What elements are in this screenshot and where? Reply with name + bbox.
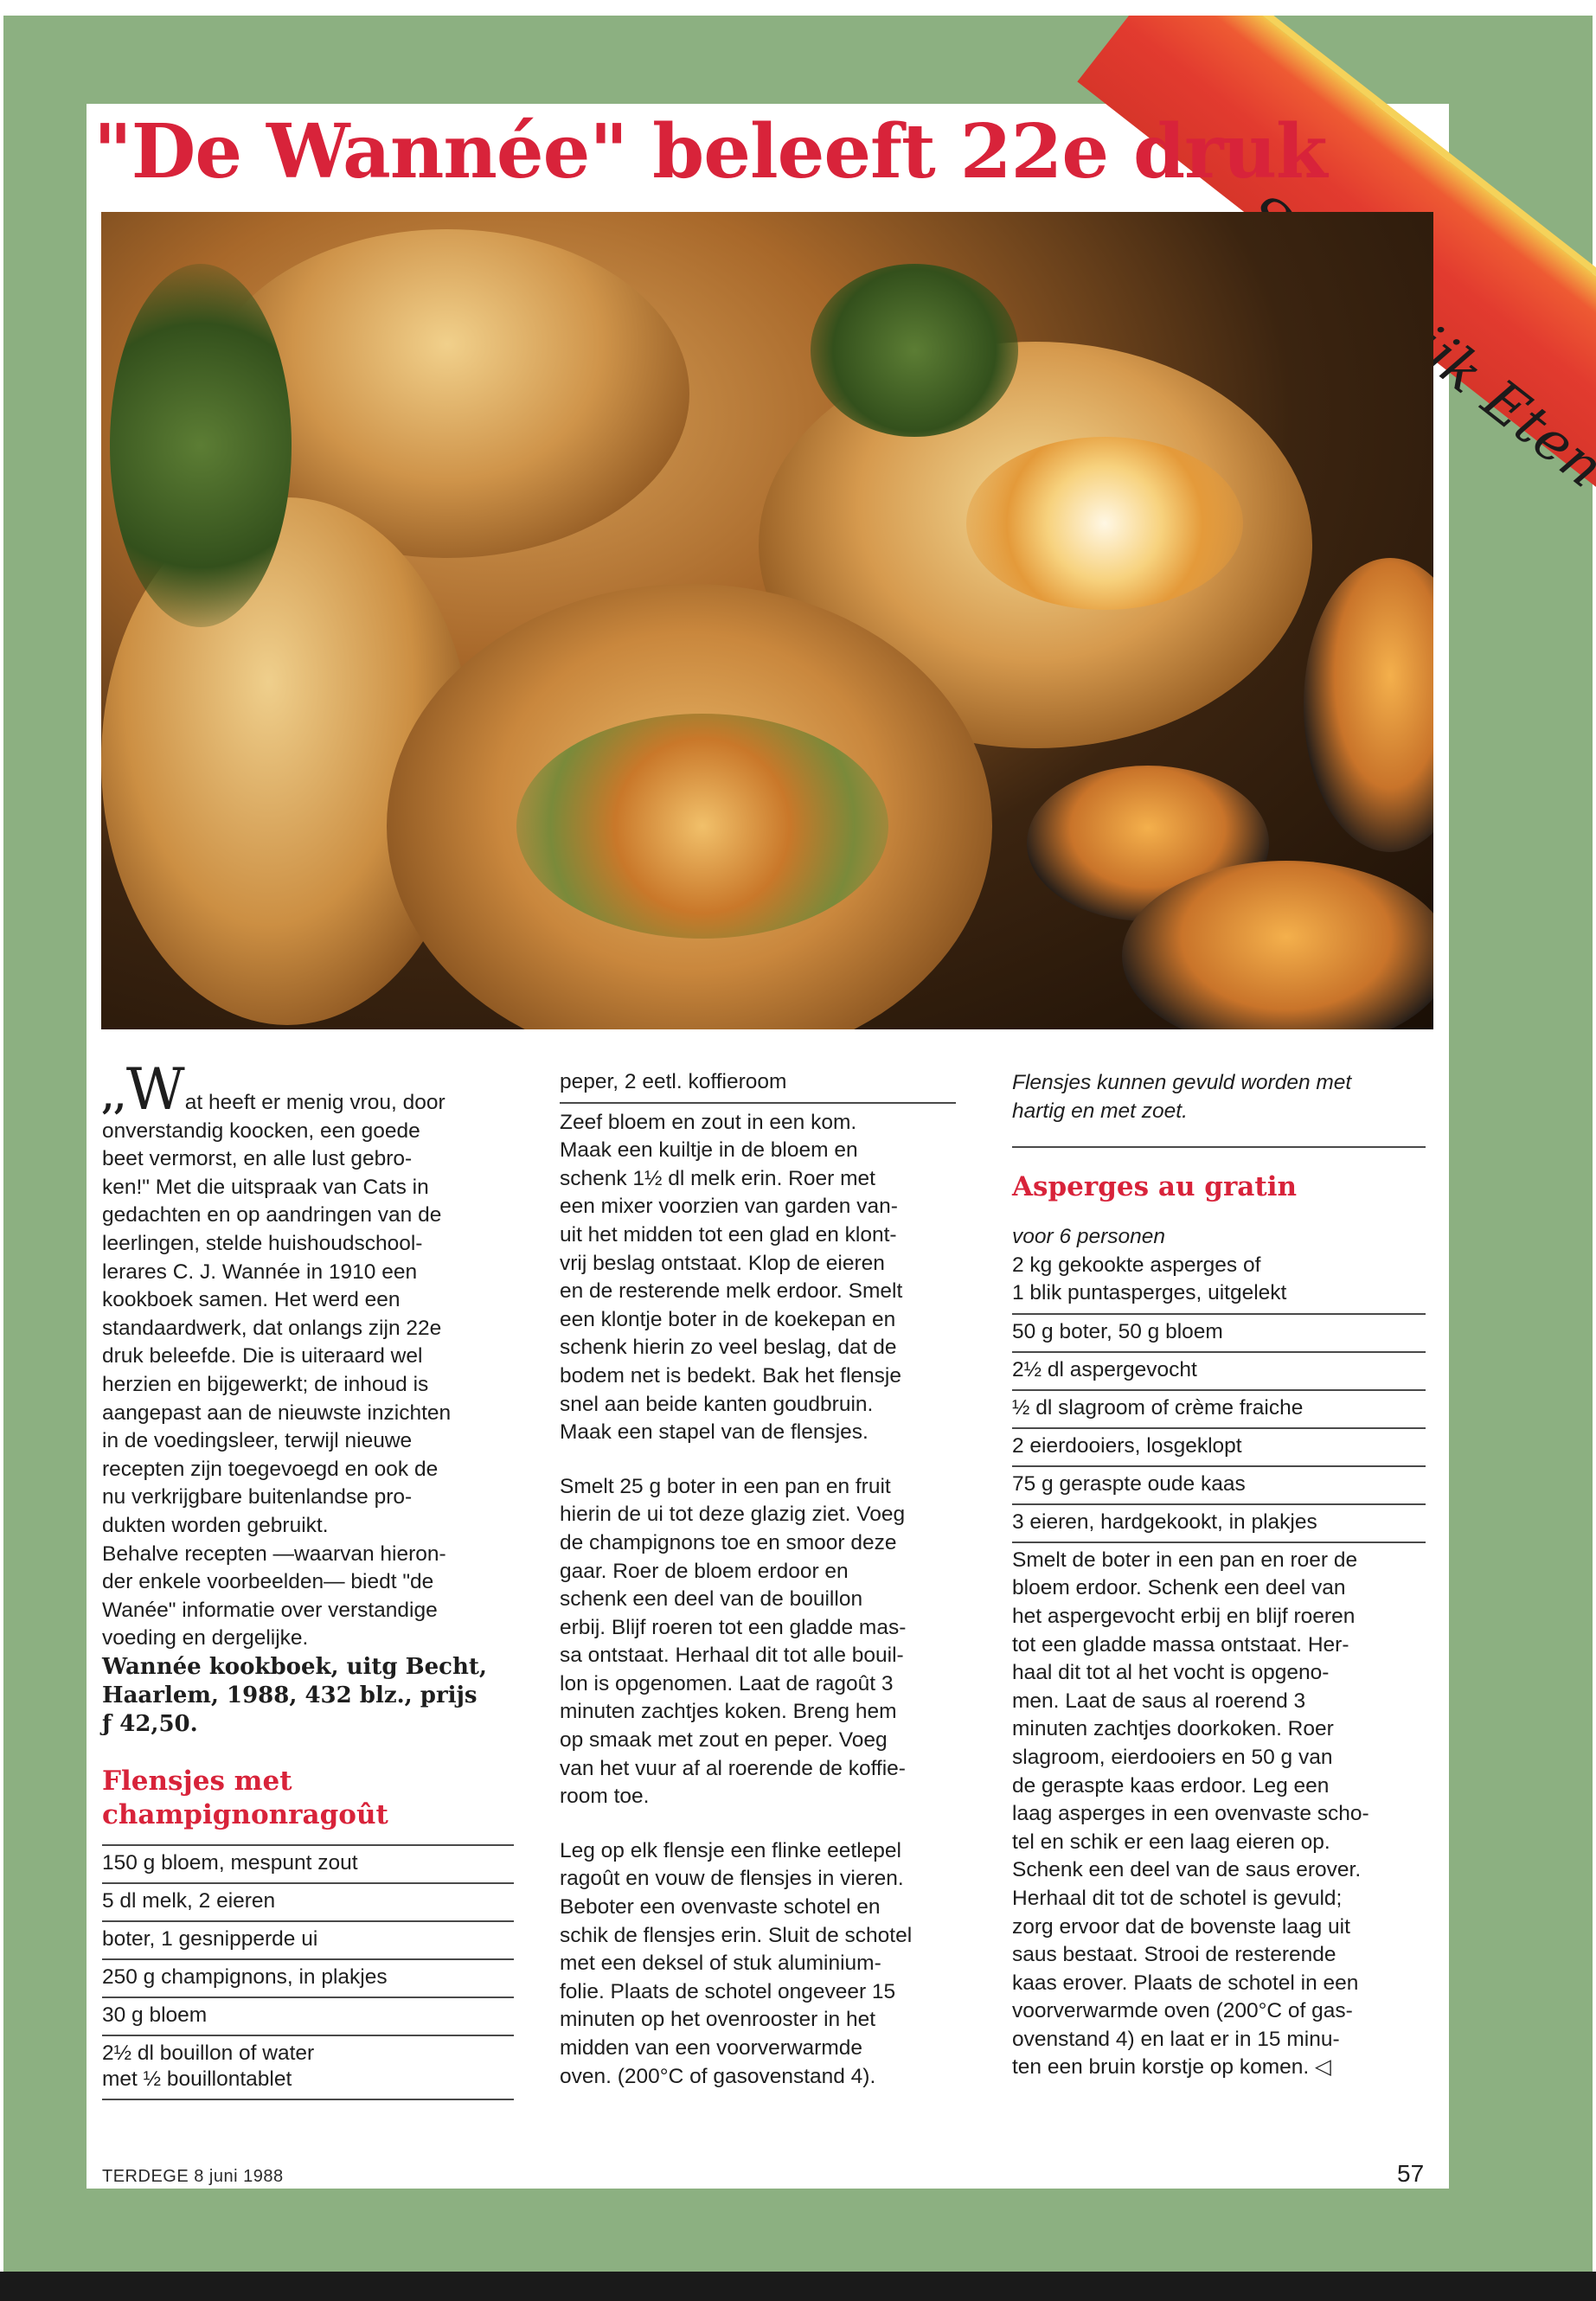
method-line: slagroom, eierdooiers en 50 g van (1012, 1745, 1333, 1769)
method-line: lon is opgenomen. Laat de ragoût 3 (560, 1671, 894, 1695)
intro-line: ken!" Met die uitspraak van Cats in (102, 1175, 429, 1199)
method-line: minuten zachtjes koken. Breng hem (560, 1700, 897, 1724)
serving-note: hartig en met zoet. (1012, 1099, 1188, 1123)
ingredient-item: 50 g boter, 50 g bloem (1012, 1313, 1426, 1351)
method-line: Smelt de boter in een pan en roer de (1012, 1548, 1358, 1572)
method-line: een mixer voorzien van garden van- (560, 1195, 898, 1219)
herb-garnish (110, 264, 292, 627)
intro-line: dukten worden gebruikt. (102, 1513, 329, 1537)
intro-line: nu verkrijgbare buitenlandse pro- (102, 1485, 413, 1509)
ingredient-item: 150 g bloem, mespunt zout (102, 1844, 514, 1882)
spacer (560, 1811, 956, 1837)
intro-line: in de voedingsleer, terwijl nieuwe (102, 1429, 413, 1453)
recipe-title: Flensjes met (102, 1765, 292, 1797)
column-2 (560, 1068, 956, 2091)
publication-footer: TERDEGE 8 juni 1988 (102, 2167, 284, 2186)
method-line: met een deksel of stuk aluminium- (560, 1952, 881, 1976)
intro-line: aangepast aan de nieuwste inzichten (102, 1400, 452, 1425)
method-line: en de resterende melk erdoor. Smelt (560, 1279, 903, 1304)
spacer (1012, 1125, 1426, 1146)
method-line: de champignons toe en smoor deze (560, 1530, 897, 1554)
ingredient-list (102, 1844, 514, 2100)
method-line: oven. (200°C of gasovenstand 4). (560, 2064, 876, 2088)
method-line: minuten zachtjes doorkoken. Roer (1012, 1717, 1334, 1741)
intro-line: standaardwerk, dat onlangs zijn 22e (102, 1316, 442, 1340)
method-line: ovenstand 4) en laat er in 15 minu- (1012, 2027, 1340, 2051)
intro-line: at heeft er menig vrou, door (184, 1091, 445, 1114)
method-line: bodem net is bedekt. Bak het flensje (560, 1363, 901, 1388)
intro-line: gedachten en op aandringen van de (102, 1203, 442, 1227)
herb-garnish (811, 264, 1018, 437)
method-line: ten een bruin korstje op komen. ◁ (1012, 2055, 1331, 2080)
method-line: Smelt 25 g boter in een pan en fruit (560, 1474, 891, 1498)
drop-cap: W (125, 1056, 185, 1123)
intro-line: kookboek samen. Het werd een (102, 1288, 401, 1312)
method-line: Schenk een deel van de saus erover. (1012, 1858, 1362, 1882)
ragout-filling (516, 714, 888, 939)
method-line: op smaak met zout en peper. Voeg (560, 1728, 888, 1753)
book-info-line: ƒ 42,50. (102, 1710, 198, 1737)
serving-note: Flensjes kunnen gevuld worden met (1012, 1071, 1352, 1094)
page-number: 57 (1397, 2160, 1425, 2187)
method-line: haal dit tot al het vocht is opgeno- (1012, 1661, 1330, 1685)
method-line: Herhaal dit tot de schotel is gevuld; (1012, 1886, 1343, 1910)
method-line: Beboter een ovenvaste schotel en (560, 1895, 881, 1920)
ingredient-item: 5 dl melk, 2 eieren (102, 1882, 514, 1920)
method-line: tel en schik er een laag eieren op. (1012, 1830, 1330, 1854)
intro-line: herzien en bijgewerkt; de inhoud is (102, 1372, 429, 1396)
method-line: men. Laat de saus al roerend 3 (1012, 1689, 1306, 1713)
intro-line: der enkele voorbeelden— biedt "de (102, 1570, 434, 1594)
ingredient-item: 1 blik puntasperges, uitgelekt (1012, 1281, 1287, 1305)
book-info-line: Haarlem, 1988, 432 blz., prijs (102, 1682, 478, 1708)
headline: "De Wannée" beleeft 22e druk (93, 108, 1327, 195)
method-line: Zeef bloem en zout in een kom. (560, 1110, 857, 1134)
ingredient-item: 2 eierdooiers, losgeklopt (1012, 1427, 1426, 1465)
ingredient-item: boter, 1 gesnipperde ui (102, 1920, 514, 1958)
method-line: folie. Plaats de schotel ongeveer 15 (560, 1979, 896, 2003)
intro-line: Wanée" informatie over verstandige (102, 1598, 438, 1622)
intro-line: druk beleefde. Die is uiteraard wel (102, 1344, 423, 1368)
ingredient-list (1012, 1313, 1426, 1543)
spacer (102, 1832, 514, 1844)
intro-line: lerares C. J. Wannée in 1910 een (102, 1259, 418, 1284)
method-line: erbij. Blijf roeren tot een gladde mas- (560, 1615, 907, 1639)
column-3 (1012, 1068, 1426, 2082)
intro-line: onverstandig koocken, een goede (102, 1118, 420, 1143)
method-line: schenk 1½ dl melk erin. Roer met (560, 1166, 875, 1190)
ingredient-item: ½ dl slagroom of crème fraiche (1012, 1389, 1426, 1427)
method-line: midden van een voorverwarmde (560, 2036, 862, 2060)
intro-first-line (102, 1056, 514, 1123)
method-line: snel aan beide kanten goudbruin. (560, 1392, 874, 1416)
column-1 (102, 1056, 514, 2100)
method-line: room toe. (560, 1785, 650, 1809)
method-line: hierin de ui tot deze glazig ziet. Voeg (560, 1503, 906, 1527)
method-line: voorverwarmde oven (200°C of gas- (1012, 1999, 1353, 2023)
method-line: laag asperges in een ovenvaste scho- (1012, 1802, 1369, 1826)
spacer (102, 1739, 514, 1765)
ingredient-item: 30 g bloem (102, 1997, 514, 2035)
intro-line: leerlingen, stelde huishoudschool- (102, 1231, 423, 1255)
method-line: het aspergevocht erbij en blijf roeren (1012, 1604, 1356, 1628)
book-info-line: Wannée kookboek, uitg Becht, (102, 1653, 487, 1680)
method-line: ragoût en vouw de flensjes in vieren. (560, 1867, 904, 1891)
intro-line: Behalve recepten —waarvan hieron- (102, 1541, 446, 1566)
bottom-border (0, 2272, 1596, 2301)
ingredient-item: peper, 2 eetl. koffieroom (560, 1070, 787, 1093)
method-line: schenk een deel van de bouillon (560, 1587, 863, 1612)
method-line: schenk hierin zo veel beslag, dat de (560, 1336, 897, 1360)
recipe-title: champignonragoût (102, 1798, 388, 1830)
method-line: schik de flensjes erin. Sluit de schotel (560, 1923, 913, 1947)
ingredient-item: 3 eieren, hardgekookt, in plakjes (1012, 1503, 1426, 1543)
ingredient-item: 2½ dl bouillon of water met ½ bouillontablet (102, 2035, 514, 2100)
recipe-title: Asperges au gratin (1012, 1171, 1298, 1202)
ingredient-item: 250 g champignons, in plakjes (102, 1958, 514, 1997)
spacer (1012, 1148, 1426, 1170)
method-line: Maak een kuiltje in de bloem en (560, 1138, 858, 1163)
opening-quote: ,, (102, 1077, 126, 1118)
method-line: kaas erover. Plaats de schotel in een (1012, 1971, 1359, 1995)
intro-line: beet vermorst, en alle lust gebro- (102, 1147, 413, 1171)
spacer (1012, 1204, 1426, 1223)
intro-line: recepten zijn toegevoegd en ook de (102, 1457, 439, 1481)
method-line: een klontje boter in de koekepan en (560, 1307, 896, 1331)
method-line: bloem erdoor. Schenk een deel van (1012, 1576, 1346, 1600)
ingredient-item: 2 kg gekookte asperges of (1012, 1253, 1261, 1277)
servings: voor 6 personen (1012, 1225, 1166, 1248)
ingredient-item: 2½ dl aspergevocht (1012, 1351, 1426, 1389)
method-line: vrij beslag ontstaat. Klop de eieren (560, 1251, 885, 1275)
ingredient-item: 75 g geraspte oude kaas (1012, 1465, 1426, 1503)
method-line: Maak een stapel van de flensjes. (560, 1420, 869, 1445)
sauce-bowl (1304, 558, 1433, 852)
method-line: van het vuur af al roerende de koffie- (560, 1756, 906, 1780)
egg-topping (966, 437, 1243, 610)
food-photo (101, 212, 1433, 1029)
method-line: de geraspte kaas erdoor. Leg een (1012, 1773, 1330, 1798)
method-line: minuten op het ovenrooster in het (560, 2008, 876, 2032)
spacer (560, 1447, 956, 1473)
method-line: Leg op elk flensje een flinke eetlepel (560, 1838, 902, 1862)
method-line: zorg ervoor dat de bovenste laag uit (1012, 1914, 1350, 1939)
intro-line: voeding en dergelijke. (102, 1626, 309, 1650)
method-line: tot een gladde massa ontstaat. Her- (1012, 1632, 1349, 1657)
method-line: sa ontstaat. Herhaal dit tot alle bouil- (560, 1644, 904, 1668)
method-line: uit het midden tot een glad en klont- (560, 1222, 897, 1247)
method-line: saus bestaat. Strooi de resterende (1012, 1943, 1336, 1967)
method-line: gaar. Roer de bloem erdoor en (560, 1559, 849, 1583)
